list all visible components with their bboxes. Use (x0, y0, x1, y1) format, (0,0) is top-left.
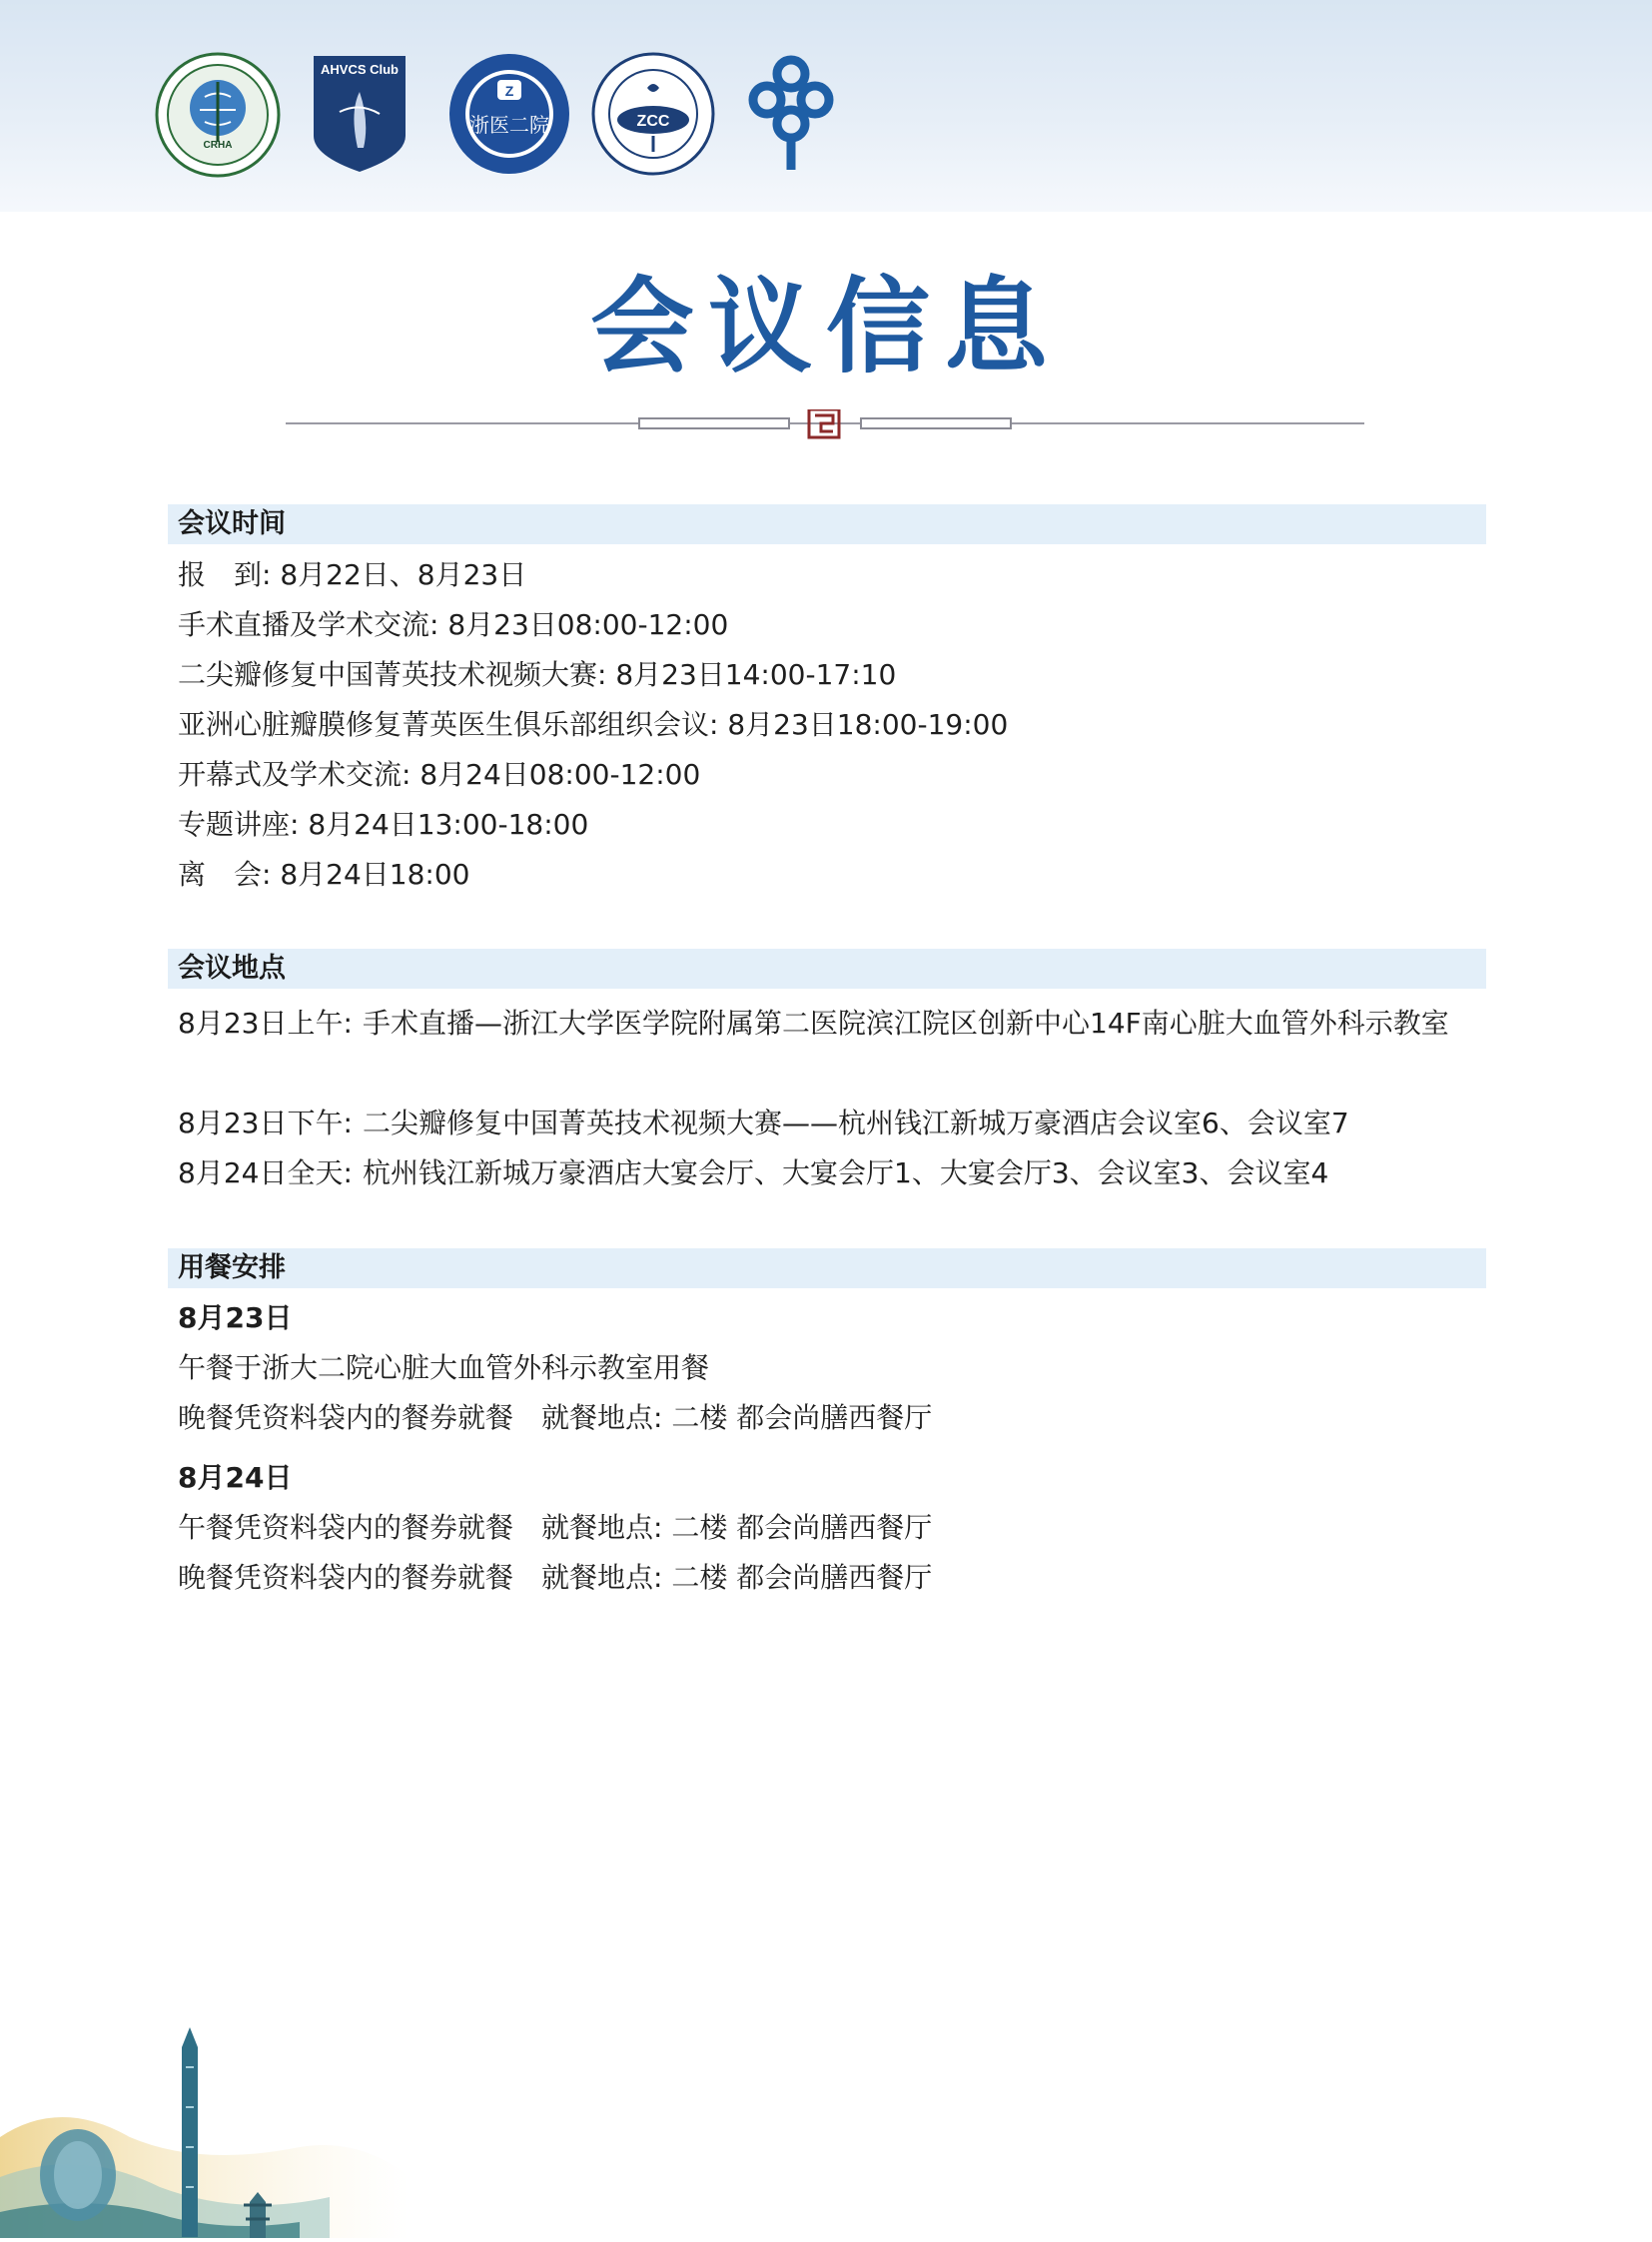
time-item: 二尖瓣修复中国菁英技术视频大赛: 8月23日14:00-17:10 (178, 658, 897, 691)
ahvcs-club-logo (310, 52, 410, 174)
section-header-dining (168, 1248, 1486, 1288)
knot-logo (739, 52, 843, 176)
zheyi-erYuan-logo (447, 52, 571, 176)
dining-line: 午餐凭资料袋内的餐券就餐 就餐地点: 二楼 都会尚膳西餐厅 (178, 1511, 933, 1544)
dining-line: 晚餐凭资料袋内的餐券就餐 就餐地点: 二楼 都会尚膳西餐厅 (178, 1401, 933, 1434)
title-divider (286, 409, 1364, 443)
zcc-logo-text: ZCC (636, 113, 670, 130)
time-item: 手术直播及学术交流: 8月23日08:00-12:00 (178, 608, 729, 641)
section-title: 会议时间 (178, 508, 286, 539)
section-title: 用餐安排 (178, 1252, 286, 1283)
cityscape-illustration (0, 2027, 419, 2242)
zcc-logo (591, 52, 715, 176)
time-item: 专题讲座: 8月24日13:00-18:00 (178, 808, 589, 841)
dining-date: 8月23日 (178, 1301, 293, 1334)
time-item: 亚洲心脏瓣膜修复菁英医生俱乐部组织会议: 8月23日18:00-19:00 (178, 708, 1009, 741)
dining-line: 晚餐凭资料袋内的餐券就餐 就餐地点: 二楼 都会尚膳西餐厅 (178, 1561, 933, 1594)
time-item: 开幕式及学术交流: 8月24日08:00-12:00 (178, 758, 701, 791)
crha-logo (155, 52, 281, 178)
crha-logo-text: CRHA (203, 140, 233, 151)
section-header-time (168, 504, 1486, 544)
page-title: 会议信息 (589, 265, 1062, 387)
svg-text:Z: Z (504, 83, 514, 99)
section-title: 会议地点 (178, 953, 286, 984)
zheyi-logo-text: 浙医二院 (469, 113, 549, 137)
time-item: 离 会: 8月24日18:00 (178, 858, 470, 891)
ahvcs-logo-text: AHVCS Club (321, 62, 399, 77)
dining-line: 午餐于浙大二院心脏大血管外科示教室用餐 (178, 1351, 710, 1384)
dining-date: 8月24日 (178, 1461, 293, 1494)
section-header-venue (168, 949, 1486, 989)
time-item: 报 到: 8月22日、8月23日 (178, 558, 527, 591)
